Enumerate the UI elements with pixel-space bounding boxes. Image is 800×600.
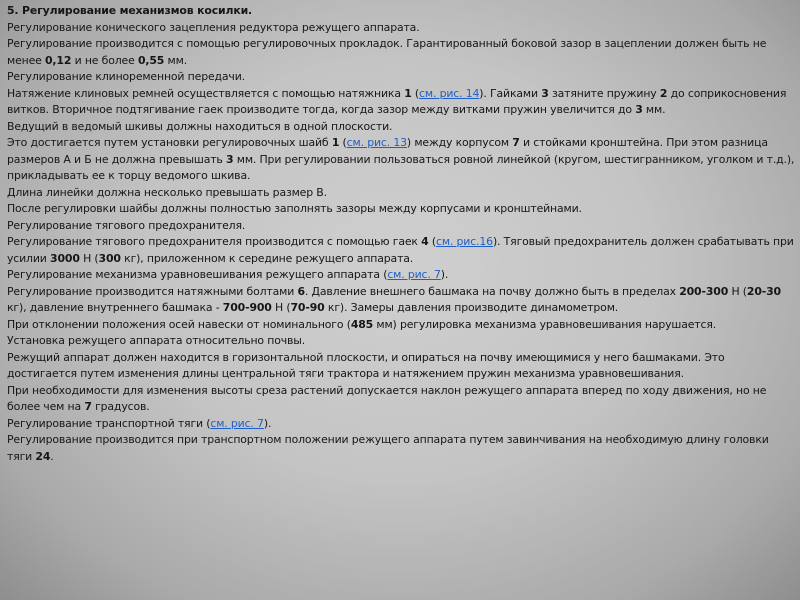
subheading-traction-fuse: Регулирование тягового предохранителя. bbox=[7, 218, 246, 232]
subheading-belt-drive: Регулирование клиноременной передачи. bbox=[7, 70, 245, 83]
section-title: 5. Регулирование механизмов косилки. bbox=[7, 4, 253, 17]
subheading-bevel-gear: Регулирование конического зацепления редуктора режущего аппарата. bbox=[7, 20, 420, 34]
paragraph-after-adjustment: После регулировки шайбы должны полностью заполнять зазоры между корпусами и кронштейнами. bbox=[7, 202, 582, 215]
paragraph-gear-clearance: Регулирование производится с помощью регулировочных прокладок. Гарантированный боковой зазор в зацеплении должен быть не менее 0,12 и не более 0,55 мм. bbox=[7, 37, 767, 67]
paragraph-ruler-length: Длина линейки должна несколько превышать размер В. bbox=[7, 185, 327, 199]
link-fig-7-transport[interactable]: см. рис. 7 bbox=[210, 416, 264, 430]
link-fig-13[interactable]: см. рис. 13 bbox=[346, 136, 407, 149]
document-text bbox=[7, 3, 795, 465]
paragraph-shoe-pressure: Регулирование производится натяжными болтами 6. Давление внешнего башмака на почву должно быть в пределах 200-300 Н (20-30 кг), давление внутреннего башмака - 700-900 Н (70-90 кг). Замеры давления производите динамометром. bbox=[7, 284, 781, 314]
paragraph-transport-rod: Регулирование производится при транспортном положении режущего аппарата путем завинчивания на необходимую длину головки тяги 24. bbox=[7, 433, 769, 463]
paragraph-cutter-horizontal: Режущий аппарат должен находится в горизонтальной плоскости, и опираться на почву имеющимися у него башмаками. Это достигается путем изменения длины центральной тяги трактора и натяжением пружин механизма уравновешивания. bbox=[7, 350, 725, 380]
subheading-balancing: Регулирование механизма уравновешивания режущего аппарата (см. рис. 7). bbox=[7, 268, 449, 281]
paragraph-pulley-plane: Ведущий в ведомый шкивы должны находиться в одной плоскости. bbox=[7, 119, 393, 133]
link-fig-14[interactable]: см. рис. 14 bbox=[419, 86, 480, 100]
subheading-cutter-position: Установка режущего аппарата относительно почвы. bbox=[7, 334, 306, 347]
paragraph-axis-deviation: При отклонении положения осей навески от номинального (485 мм) регулировка механизма уравновешивания нарушается. bbox=[7, 317, 717, 331]
paragraph-cutter-tilt: При необходимости для изменения высоты среза растений допускается наклон режущего аппарата вперед по ходу движения, но не более чем на 7 градусов. bbox=[7, 383, 767, 413]
paragraph-shims: Это достигается путем установки регулировочных шайб 1 (см. рис. 13) между корпусом 7 и стойками кронштейна. При этом разница размеров А и Б не должна превышать 3 мм. При регулировании пользоваться ровной линейкой (кругом, шестигранником, уголком и т.д.), прикладывать ее к торцу ведомого шкива. bbox=[7, 136, 795, 182]
subheading-transport-rod: Регулирование транспортной тяги (см. рис. 7). bbox=[7, 416, 272, 430]
link-fig-7-balancing[interactable]: см. рис. 7 bbox=[387, 268, 441, 281]
paragraph-belt-tension: Натяжение клиновых ремней осуществляется с помощью натяжника 1 (см. рис. 14). Гайками 3 затяните пружину 2 до соприкосновения витков. Вторичное подтягивание гаек производите тогда, когда зазор между витками пружин увеличится до 3 мм. bbox=[7, 86, 787, 116]
paragraph-traction-fuse: Регулирование тягового предохранителя производится с помощью гаек 4 (см. рис.16). Тяговый предохранитель должен срабатывать при усилии 3000 Н (300 кг), приложенном к середине режущего аппарата. bbox=[7, 235, 794, 265]
link-fig-16[interactable]: см. рис.16 bbox=[436, 235, 493, 248]
